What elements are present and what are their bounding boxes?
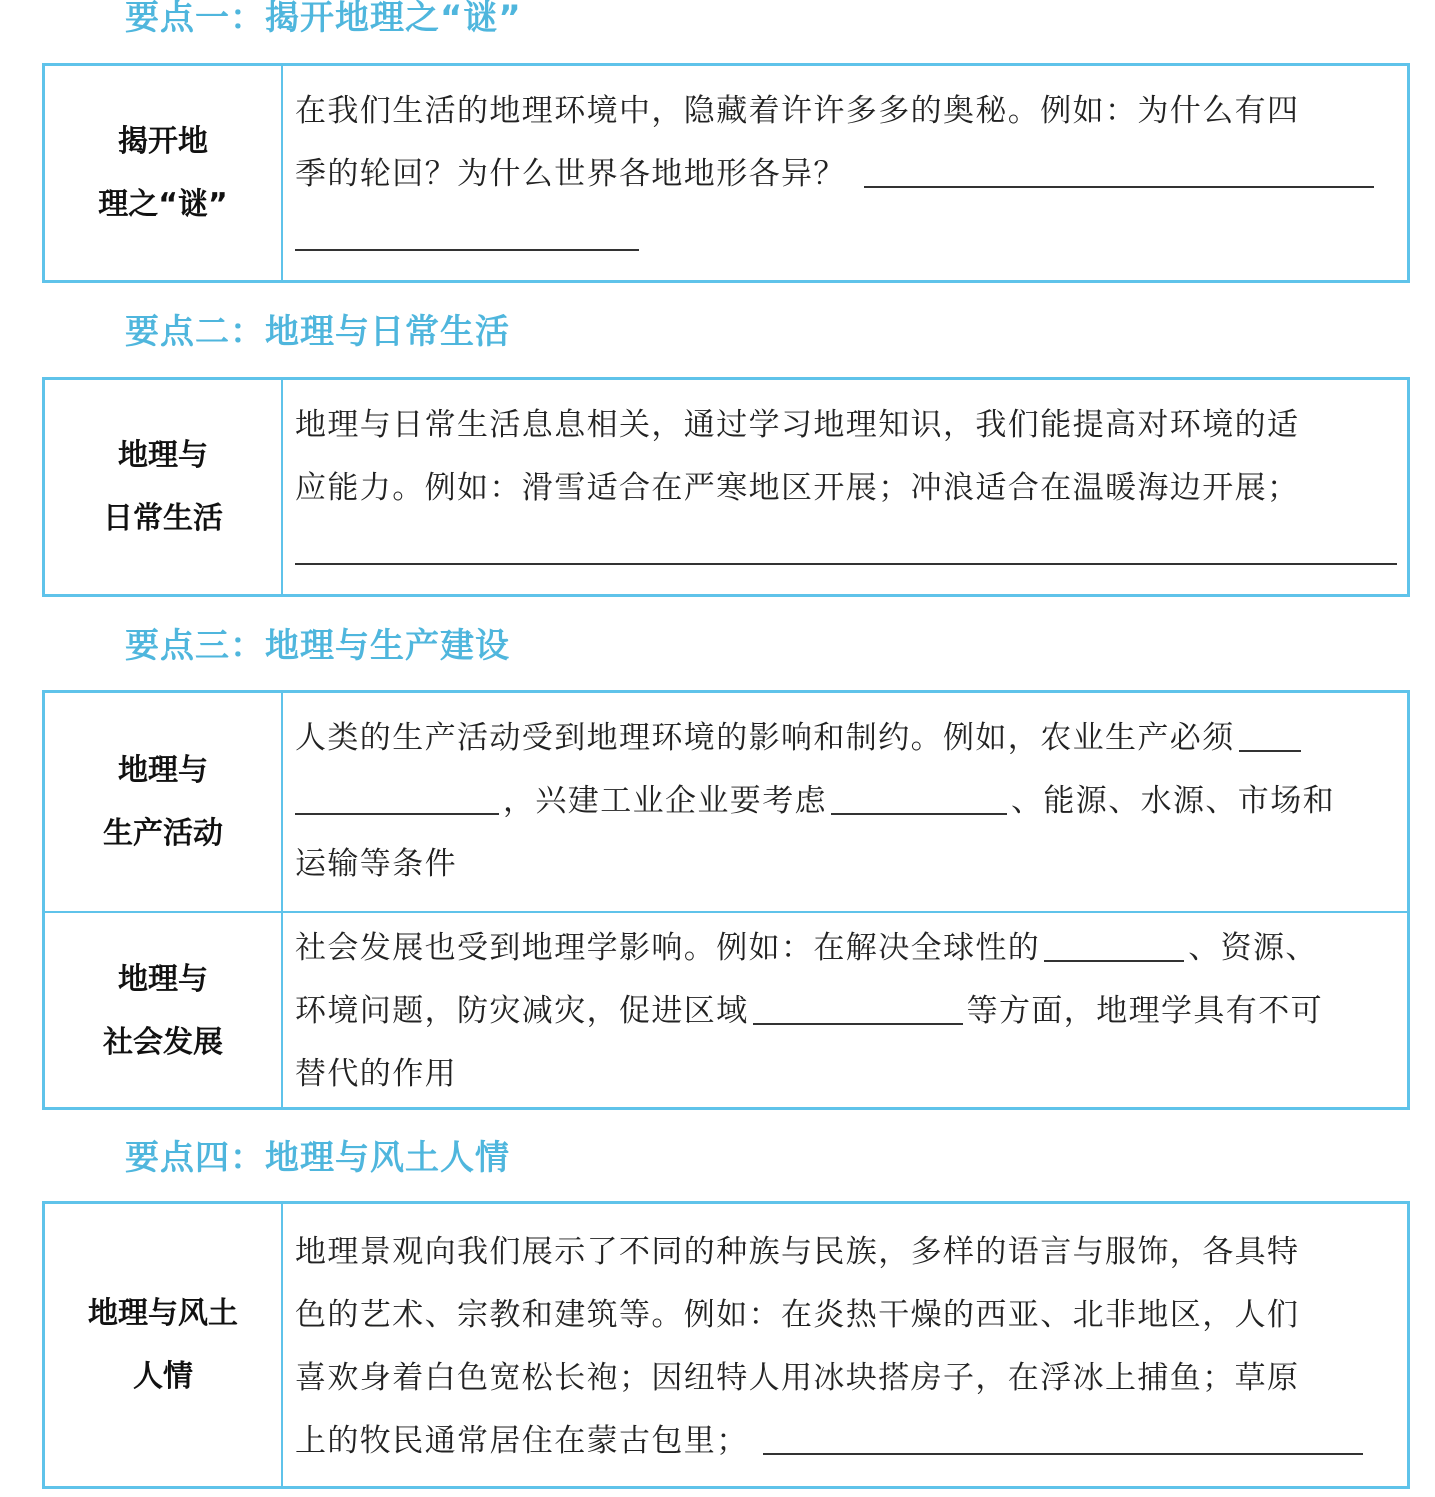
content-text: 季的轮回？为什么世界各地地形各异？ <box>295 156 846 192</box>
fill-in-blank[interactable] <box>763 1413 1363 1455</box>
content-line <box>295 457 1397 520</box>
section-box-3 <box>42 690 1410 1110</box>
row-label-line: 揭开地 <box>118 124 208 159</box>
content-line <box>295 80 1397 143</box>
table-row <box>45 911 1407 1109</box>
row-content <box>295 394 1397 583</box>
section-heading-3: 要点三：地理与生产建设 <box>125 626 510 666</box>
content-text: 环境问题，防灾减灾，促进区域 <box>295 993 749 1029</box>
fill-in-blank[interactable] <box>1239 710 1301 752</box>
content-line <box>295 1410 1397 1473</box>
content-line <box>295 833 1397 896</box>
content-text: 等方面，地理学具有不可 <box>966 993 1324 1029</box>
content-line <box>295 394 1397 457</box>
row-label-line: 生产活动 <box>103 816 223 851</box>
row-label-line: 社会发展 <box>103 1025 223 1060</box>
section-heading-4: 要点四：地理与风土人情 <box>125 1138 510 1178</box>
row-content <box>295 707 1397 896</box>
fill-in-blank[interactable] <box>831 773 1007 815</box>
content-text: 上的牧民通常居住在蒙古包里； <box>295 1423 749 1459</box>
table-row <box>45 693 1407 911</box>
table-row <box>45 1204 1407 1486</box>
content-text: 地理景观向我们展示了不同的种族与民族，多样的语言与服饰，各具特 <box>295 1234 1300 1270</box>
content-line <box>295 1221 1397 1284</box>
content-text: 应能力。例如：滑雪适合在严寒地区开展；冲浪适合在温暖海边开展； <box>295 470 1300 506</box>
row-label-line: 地理与 <box>118 438 208 473</box>
row-content <box>295 80 1397 269</box>
table-row <box>45 66 1407 280</box>
content-text: ，兴建工业企业要考虑 <box>503 783 827 819</box>
content-text: 、能源、水源、市场和 <box>1011 783 1335 819</box>
content-line <box>295 1347 1397 1410</box>
content-text: 地理与日常生活息息相关，通过学习地理知识，我们能提高对环境的适 <box>295 407 1300 443</box>
row-label-line: 地理与 <box>118 962 208 997</box>
content-line <box>295 980 1397 1043</box>
content-line <box>295 143 1397 206</box>
content-line <box>295 770 1397 833</box>
section-heading-1: 要点一：揭开地理之“谜” <box>125 0 522 38</box>
content-line <box>295 1043 1397 1106</box>
row-label <box>45 1204 283 1486</box>
content-line <box>295 917 1397 980</box>
row-label-line: 日常生活 <box>103 501 223 536</box>
fill-in-blank[interactable] <box>1044 920 1184 962</box>
content-text: 人类的生产活动受到地理环境的影响和制约。例如，农业生产必须 <box>295 720 1235 756</box>
content-text: 在我们生活的地理环境中，隐藏着许许多多的奥秘。例如：为什么有四 <box>295 93 1300 129</box>
content-line <box>295 1284 1397 1347</box>
table-row <box>45 380 1407 594</box>
content-line <box>295 520 1397 583</box>
content-line <box>295 206 1397 269</box>
section-heading-2: 要点二：地理与日常生活 <box>125 312 510 352</box>
section-box-2 <box>42 377 1410 597</box>
content-text: 喜欢身着白色宽松长袍；因纽特人用冰块搭房子，在浮冰上捕鱼；草原 <box>295 1360 1300 1396</box>
content-text: 运输等条件 <box>295 846 457 882</box>
row-label-line: 地理与风土 <box>88 1296 238 1331</box>
row-label <box>45 913 283 1109</box>
fill-in-blank[interactable] <box>864 146 1374 188</box>
fill-in-blank[interactable] <box>295 773 499 815</box>
content-text: 色的艺术、宗教和建筑等。例如：在炎热干燥的西亚、北非地区，人们 <box>295 1297 1300 1333</box>
fill-in-blank[interactable] <box>295 523 1397 565</box>
content-text: 、资源、 <box>1188 930 1318 966</box>
row-label-line: 人情 <box>133 1359 193 1394</box>
content-text: 社会发展也受到地理学影响。例如：在解决全球性的 <box>295 930 1041 966</box>
fill-in-blank[interactable] <box>295 209 639 251</box>
content-line <box>295 707 1397 770</box>
fill-in-blank[interactable] <box>753 983 963 1025</box>
section-box-4 <box>42 1201 1410 1489</box>
row-label-line: 理之“谜” <box>98 187 228 222</box>
content-text: 替代的作用 <box>295 1056 457 1092</box>
row-content <box>295 1221 1397 1473</box>
row-label <box>45 380 283 594</box>
row-label <box>45 693 283 911</box>
section-box-1 <box>42 63 1410 283</box>
row-content <box>295 917 1397 1106</box>
row-label <box>45 66 283 280</box>
row-label-line: 地理与 <box>118 753 208 788</box>
